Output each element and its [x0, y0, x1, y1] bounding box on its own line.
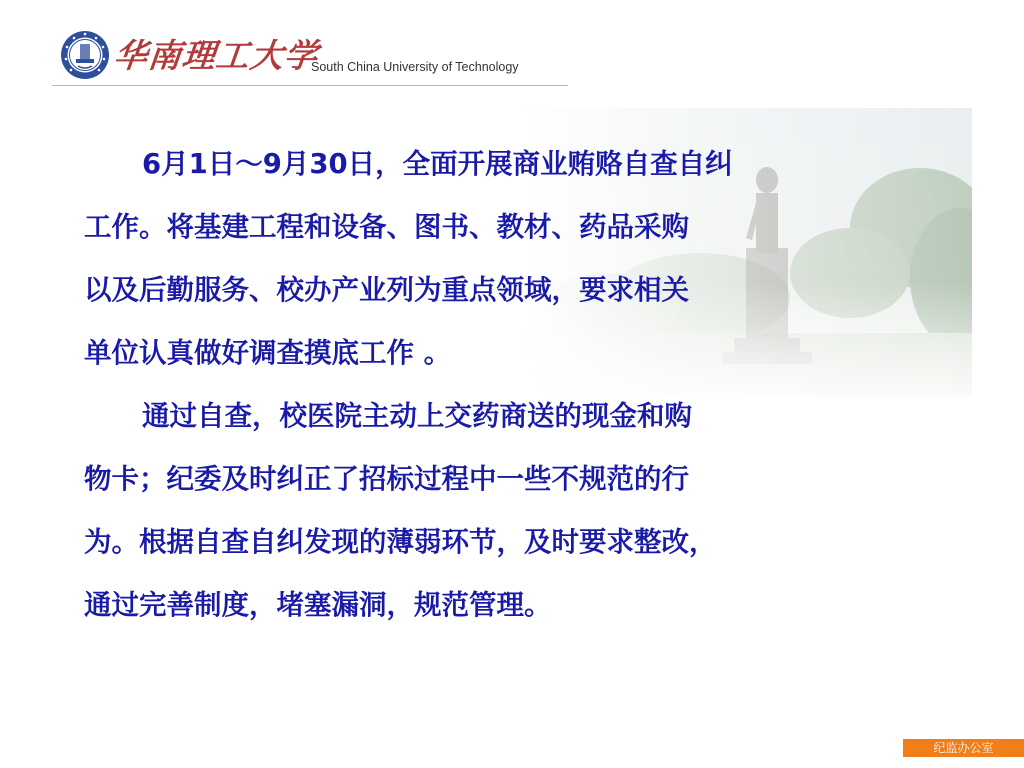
text-line: 通过自查，校医院主动上交药商送的现金和购	[142, 400, 692, 432]
text-line: 为。根据自查自纠发现的薄弱环节，及时要求整改，	[84, 526, 717, 558]
text-line: 通过完善制度，堵塞漏洞，规范管理。	[84, 589, 552, 621]
slide-body	[84, 133, 984, 637]
text-line: 6月1日～9月30日，全面开展商业贿赂自查自纠	[142, 148, 733, 180]
university-seal-icon	[60, 30, 110, 80]
text-line: 工作。将基建工程和设备、图书、教材、药品采购	[84, 211, 689, 243]
university-name-chinese: 华南理工大学	[112, 36, 321, 75]
text-line: 物卡；纪委及时纠正了招标过程中一些不规范的行	[84, 463, 689, 495]
paragraph-self-inspection	[84, 133, 984, 385]
paragraph-results	[84, 385, 984, 637]
text-line: 单位认真做好调查摸底工作 。	[84, 337, 452, 369]
footer-department-tag: 纪监办公室	[903, 739, 1024, 757]
header-divider	[52, 85, 568, 86]
university-name-english: South China University of Technology	[311, 60, 519, 74]
slide-header	[0, 0, 1024, 95]
text-line: 以及后勤服务、校办产业列为重点领域，要求相关	[84, 274, 689, 306]
